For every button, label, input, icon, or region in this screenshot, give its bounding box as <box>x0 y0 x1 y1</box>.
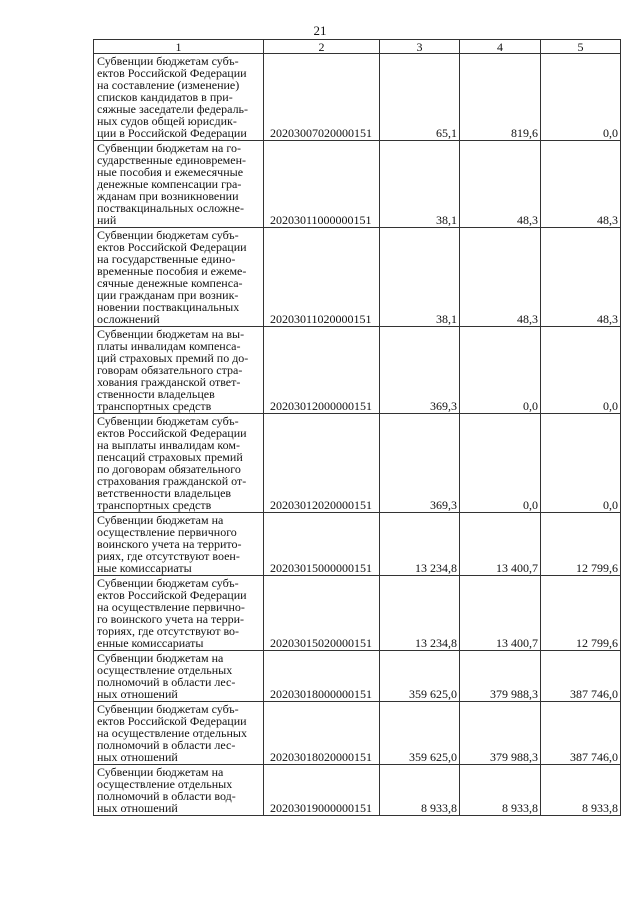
column-header: 2 <box>264 40 380 54</box>
budget-code: 20203019000000151 <box>264 765 380 816</box>
budget-table <box>93 39 621 816</box>
amount-col5: 0,0 <box>541 414 621 513</box>
row-description: Субвенции бюджетам на вы- платы инвалидам компенса- ций страховых премий по до- говорам обязательного стра- хования гражданской ответ- ственности владельцев транспортных средств <box>94 327 264 414</box>
budget-code: 20203007020000151 <box>264 54 380 141</box>
budget-code: 20203011020000151 <box>264 228 380 327</box>
budget-code: 20203015020000151 <box>264 576 380 651</box>
budget-code: 20203015000000151 <box>264 513 380 576</box>
amount-col3: 13 234,8 <box>380 576 460 651</box>
amount-col5: 12 799,6 <box>541 576 621 651</box>
row-description: Субвенции бюджетам на осуществление отдельных полномочий в области лес- ных отношений <box>94 651 264 702</box>
page-number: 21 <box>313 23 327 38</box>
amount-col3: 359 625,0 <box>380 702 460 765</box>
row-description: Субвенции бюджетам субъ- ектов Российской Федерации на выплаты инвалидам ком- пенсаций страховых премий по договорам обязательного страхования гражданской от- ветственности владельцев транспортных средств <box>94 414 264 513</box>
column-header: 4 <box>460 40 541 54</box>
table-row <box>94 765 621 816</box>
amount-col4: 48,3 <box>460 228 541 327</box>
amount-col4: 379 988,3 <box>460 702 541 765</box>
row-description: Субвенции бюджетам субъ- ектов Российской Федерации на осуществление первично- го воинского учета на терри- ториях, где отсутствуют во- енные комиссариаты <box>94 576 264 651</box>
table-row <box>94 651 621 702</box>
amount-col3: 38,1 <box>380 141 460 228</box>
row-description: Субвенции бюджетам на го- сударственные единовремен- ные пособия и ежемесячные денежные компенсации гра- жданам при возникновении поствакцинальных осложне- ний <box>94 141 264 228</box>
amount-col4: 13 400,7 <box>460 576 541 651</box>
row-description: Субвенции бюджетам субъ- ектов Российской Федерации на осуществление отдельных полномочий в области лес- ных отношений <box>94 702 264 765</box>
table-row <box>94 513 621 576</box>
table-row <box>94 702 621 765</box>
row-description: Субвенции бюджетам на осуществление первичного воинского учета на террито- риях, где отсутствуют воен- ные комиссариаты <box>94 513 264 576</box>
amount-col5: 387 746,0 <box>541 651 621 702</box>
amount-col3: 369,3 <box>380 414 460 513</box>
table-row <box>94 228 621 327</box>
table-row <box>94 327 621 414</box>
amount-col5: 12 799,6 <box>541 513 621 576</box>
amount-col3: 369,3 <box>380 327 460 414</box>
amount-col4: 48,3 <box>460 141 541 228</box>
amount-col5: 48,3 <box>541 228 621 327</box>
amount-col4: 0,0 <box>460 414 541 513</box>
amount-col3: 8 933,8 <box>380 765 460 816</box>
amount-col5: 48,3 <box>541 141 621 228</box>
amount-col3: 38,1 <box>380 228 460 327</box>
amount-col3: 359 625,0 <box>380 651 460 702</box>
amount-col4: 819,6 <box>460 54 541 141</box>
budget-code: 20203018000000151 <box>264 651 380 702</box>
amount-col5: 0,0 <box>541 327 621 414</box>
amount-col4: 0,0 <box>460 327 541 414</box>
row-description: Субвенции бюджетам субъ- ектов Российской Федерации на государственные едино- временные пособия и ежеме- сячные денежные компенса- ции гражданам при возник- новении поствакцинальных осложнений <box>94 228 264 327</box>
column-number-row <box>94 40 621 54</box>
budget-code: 20203011000000151 <box>264 141 380 228</box>
amount-col4: 13 400,7 <box>460 513 541 576</box>
budget-code: 20203012020000151 <box>264 414 380 513</box>
row-description: Субвенции бюджетам субъ- ектов Российской Федерации на составление (изменение) списков кандидатов в при- сяжные заседатели федераль- ных судов общей юрисдик- ции в Российской Федерации <box>94 54 264 141</box>
column-header: 1 <box>94 40 264 54</box>
budget-code: 20203012000000151 <box>264 327 380 414</box>
table-row <box>94 414 621 513</box>
table-row <box>94 141 621 228</box>
amount-col4: 8 933,8 <box>460 765 541 816</box>
amount-col5: 8 933,8 <box>541 765 621 816</box>
table-body <box>94 40 621 816</box>
budget-code: 20203018020000151 <box>264 702 380 765</box>
table-row <box>94 54 621 141</box>
amount-col5: 0,0 <box>541 54 621 141</box>
amount-col5: 387 746,0 <box>541 702 621 765</box>
column-header: 3 <box>380 40 460 54</box>
amount-col4: 379 988,3 <box>460 651 541 702</box>
row-description: Субвенции бюджетам на осуществление отдельных полномочий в области вод- ных отношений <box>94 765 264 816</box>
amount-col3: 13 234,8 <box>380 513 460 576</box>
column-header: 5 <box>541 40 621 54</box>
table-row <box>94 576 621 651</box>
amount-col3: 65,1 <box>380 54 460 141</box>
